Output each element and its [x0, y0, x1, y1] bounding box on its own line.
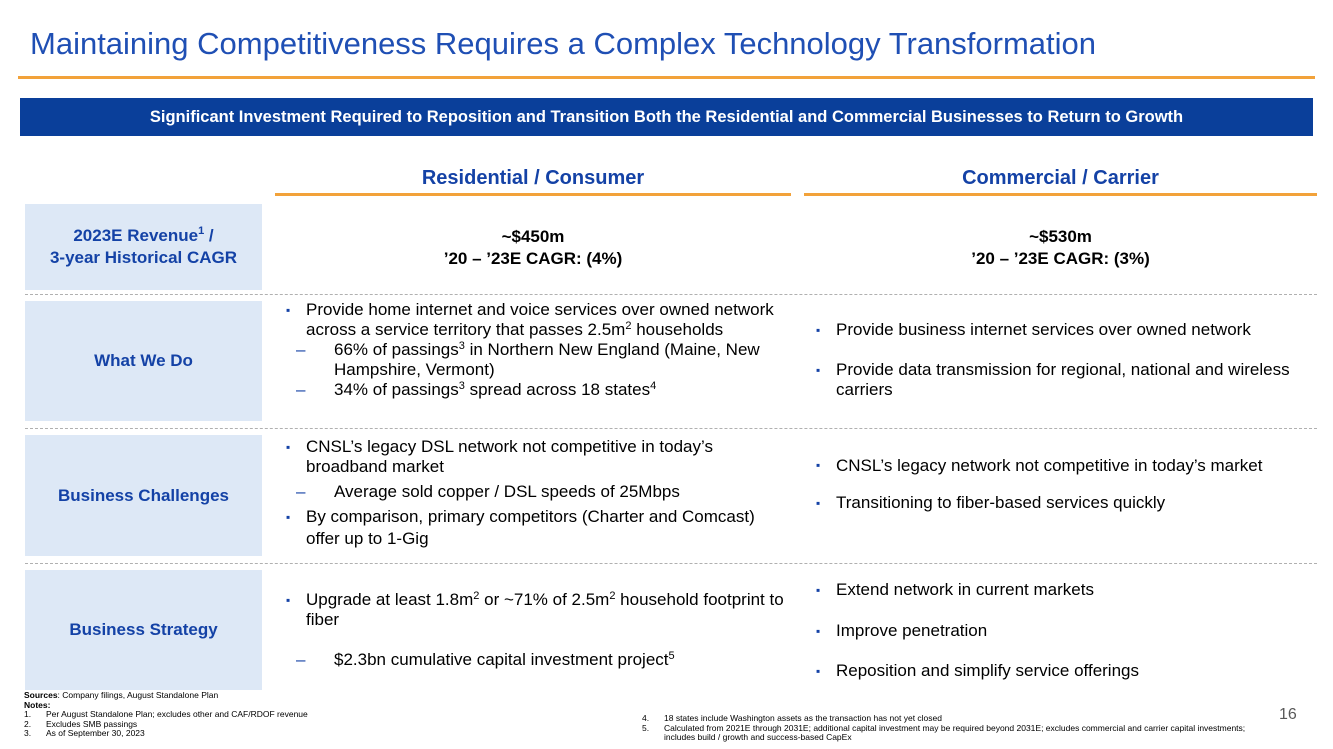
- residential-revenue-amount: ~$450m: [501, 227, 565, 246]
- list-item: ▪ Provide business internet services over owned network: [816, 320, 1316, 340]
- row-label-business-strategy: Business Strategy: [25, 570, 262, 690]
- what-we-do-residential: [286, 300, 786, 400]
- residential-revenue-cagr: ’20 – ’23E CAGR: (4%): [443, 249, 623, 268]
- commercial-revenue-cagr: ’20 – ’23E CAGR: (3%): [971, 249, 1150, 268]
- list-item: ▪ Provide home internet and voice services over owned network across a service territory that passes $2.5m^2$ households: [286, 300, 786, 340]
- footnote-marker: 1: [198, 225, 205, 237]
- headline-banner: Significant Investment Required to Reposition and Transition Both the Residential and Commercial Businesses to Return to Growth: [20, 98, 1313, 136]
- list-item: ▪ Improve penetration: [816, 621, 1316, 641]
- strategy-commercial: [816, 580, 1316, 681]
- sources-line: Sources: Company filings, August Standalone Plan: [24, 690, 219, 700]
- commercial-revenue: [804, 226, 1317, 270]
- challenges-commercial: [816, 454, 1276, 513]
- row-separator: [25, 294, 1317, 295]
- column-rule-commercial: [804, 193, 1317, 196]
- challenges-residential: [286, 437, 786, 550]
- list-item: ▪ By comparison, primary competitors (Charter and Comcast) offer up to 1-Gig: [286, 506, 786, 550]
- commercial-revenue-amount: ~$530m: [1029, 227, 1092, 246]
- list-item: ▪ Extend network in current markets: [816, 580, 1316, 600]
- list-subitem: – Average sold copper / DSL speeds of 25Mbps: [286, 482, 786, 502]
- what-we-do-commercial: [816, 320, 1316, 400]
- list-item: ▪ CNSL’s legacy DSL network not competitive in today’s broadband market: [286, 437, 786, 477]
- footnote: 4. 18 states include Washington assets as the transaction has not yet closed: [642, 713, 942, 723]
- row-separator: [25, 563, 1317, 564]
- residential-revenue: [275, 226, 791, 270]
- footnote: 1. Per August Standalone Plan; excludes other and CAF/RDOF revenue: [24, 709, 308, 719]
- row-separator: [25, 428, 1317, 429]
- column-rule-residential: [275, 193, 791, 196]
- column-header-commercial: Commercial / Carrier: [962, 167, 1159, 189]
- page-number: 16: [1279, 706, 1297, 723]
- list-item: ▪ Provide data transmission for regional, national and wireless carriers: [816, 360, 1316, 400]
- strategy-residential: [286, 590, 786, 670]
- title-divider: [18, 76, 1315, 79]
- revenue-label-line1: 2023E Revenue: [73, 226, 199, 245]
- footnotes-left: [24, 691, 444, 739]
- list-subitem: – 34% of passings$^3$ spread across 18 states$^4$: [286, 380, 786, 400]
- notes-heading: Notes:: [24, 699, 51, 710]
- footnotes-right: [642, 714, 1257, 743]
- list-item: ▪ Transitioning to fiber-based services quickly: [816, 493, 1276, 513]
- revenue-label-line2: 3-year Historical CAGR: [49, 248, 238, 267]
- row-label-revenue: [25, 204, 262, 290]
- column-header-residential: Residential / Consumer: [421, 167, 645, 189]
- footnote: 3. As of September 30, 2023: [24, 728, 145, 738]
- list-item: ▪ Upgrade at least $1.8m^2$ or ~71% of $2.5m^2$ household footprint to fiber: [286, 590, 786, 630]
- list-subitem: – $2.3bn cumulative capital investment project$^5$: [286, 650, 786, 670]
- list-item: ▪ Reposition and simplify service offerings: [816, 661, 1316, 681]
- revenue-label-tail: /: [204, 226, 214, 245]
- list-item: ▪ CNSL’s legacy network not competitive in today’s market: [816, 454, 1276, 477]
- row-label-business-challenges: Business Challenges: [25, 435, 262, 556]
- footnote: 2. Excludes SMB passings: [24, 718, 138, 729]
- footnote: 5. Calculated from 2021E through 2031E; additional capital investment may be required beyond 2031E; excludes commercial and carrier capital investments; includes build / growth and success-based CapEx: [642, 722, 1246, 742]
- page-title: Maintaining Competitiveness Requires a Complex Technology Transformation: [30, 26, 1097, 61]
- row-label-what-we-do: What We Do: [25, 301, 262, 421]
- list-subitem: – 66% of passings$^3$ in Northern New England (Maine, New Hampshire, Vermont): [286, 340, 786, 380]
